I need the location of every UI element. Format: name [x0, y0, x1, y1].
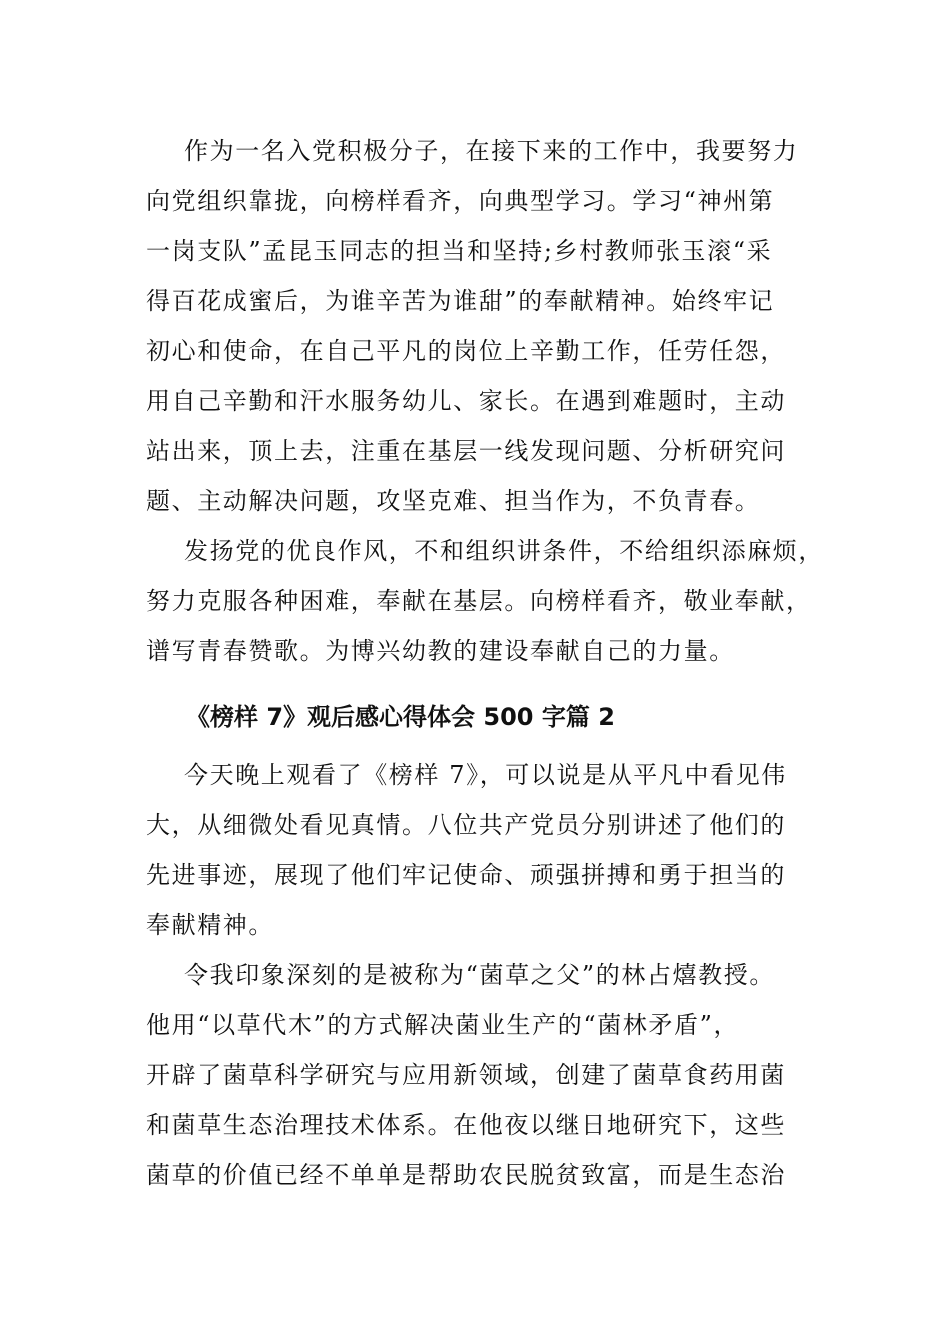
body-line: 用自己辛勤和汗水服务幼儿、家长。在遇到难题时，主动 [146, 387, 786, 415]
body-line: 谱写青春赞歌。为博兴幼教的建设奉献自己的力量。 [146, 637, 735, 665]
body-line: 开辟了菌草科学研究与应用新领域，创建了菌草食药用菌 [146, 1061, 786, 1089]
body-line: 初心和使命，在自己平凡的岗位上辛勤工作，任劳任怨， [146, 337, 786, 365]
body-line: 发扬党的优良作风，不和组织讲条件，不给组织添麻烦， [184, 537, 824, 565]
body-line: 和菌草生态治理技术体系。在他夜以继日地研究下，这些 [146, 1111, 786, 1139]
body-line: 作为一名入党积极分子，在接下来的工作中，我要努力 [184, 137, 799, 165]
body-line: 大，从细微处看见真情。八位共产党员分别讲述了他们的 [146, 811, 786, 839]
body-line: 今天晚上观看了《榜样 7》，可以说是从平凡中看见伟 [184, 761, 787, 789]
body-line: 得百花成蜜后，为谁辛苦为谁甜”的奉献精神。始终牢记 [146, 287, 775, 315]
body-line: 奉献精神。 [146, 911, 274, 939]
body-line: 一岗支队”孟昆玉同志的担当和坚持;乡村教师张玉滚“采 [146, 237, 773, 265]
body-line: 他用“以草代木”的方式解决菌业生产的“菌林矛盾”， [146, 1011, 740, 1039]
body-line: 菌草的价值已经不单单是帮助农民脱贫致富，而是生态治 [146, 1161, 786, 1189]
body-line: 努力克服各种困难，奉献在基层。向榜样看齐，敬业奉献， [146, 587, 812, 615]
body-line: 题、主动解决问题，攻坚克难、担当作为，不负青春。 [146, 487, 761, 515]
body-line: 先进事迹，展现了他们牢记使命、顽强拼搏和勇于担当的 [146, 861, 786, 889]
body-line: 令我印象深刻的是被称为“菌草之父”的林占熺教授。 [184, 961, 775, 989]
body-line: 站出来，顶上去，注重在基层一线发现问题、分析研究问 [146, 437, 786, 465]
section-heading: 《榜样 7》观后感心得体会 500 字篇 2 [186, 703, 615, 731]
body-line: 向党组织靠拢，向榜样看齐，向典型学习。学习“神州第 [146, 187, 775, 215]
